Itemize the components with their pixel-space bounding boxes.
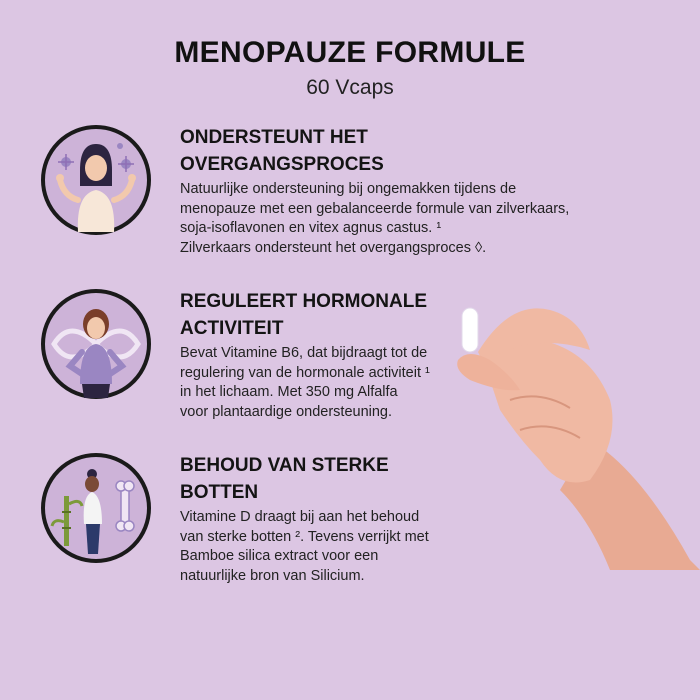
woman-bone-bamboo-icon xyxy=(40,452,152,564)
feature-description: Natuurlijke ondersteuning bij ongemakken tijdens de menopauze met een gebalanceerde formule van zilverkaars, soja-isoflavonen en vitex agnus castus. ¹ Zilverkaars ondersteunt het overgangsproces ◊. xyxy=(180,181,570,256)
page-subtitle: 60 Vcaps xyxy=(306,76,394,99)
feature-heading: BEHOUD VAN STERKE BOTTEN xyxy=(180,455,389,503)
feature-description: Vitamine D draagt bij aan het behoud van sterke botten ². Tevens verrijkt met Bamboe silica extract voor een natuurlijke bron van Silicium. xyxy=(180,509,429,584)
feature-description: Bevat Vitamine B6, dat bijdraagt tot de regulering van de hormonale activiteit ¹ in het lichaam. Met 350 mg Alfalfa voor plantaardige ondersteuning. xyxy=(180,345,430,420)
feature-heading: ONDERSTEUNT HET OVERGANGSPROCES xyxy=(180,127,384,175)
hand-holding-capsule-image xyxy=(440,290,700,570)
woman-meditating-icon xyxy=(40,124,152,236)
feature-heading: REGULEERT HORMONALE ACTIVITEIT xyxy=(180,291,427,339)
woman-hormone-cycle-icon xyxy=(40,288,152,400)
page-title: MENOPAUZE FORMULE xyxy=(174,36,526,69)
